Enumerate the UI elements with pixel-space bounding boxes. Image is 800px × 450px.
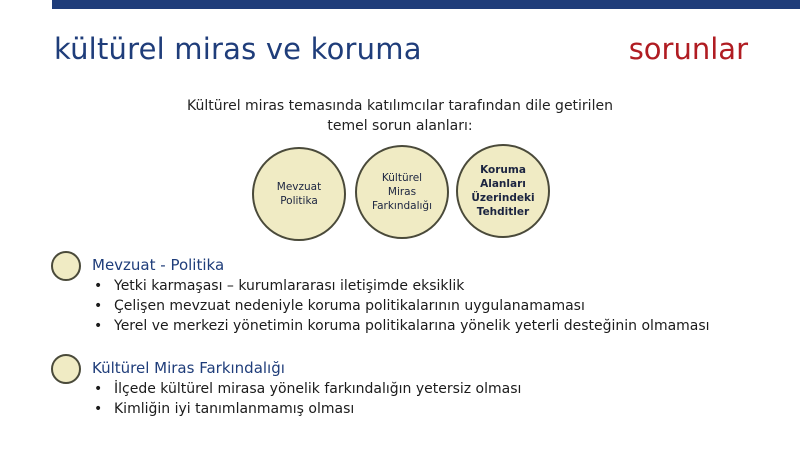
circle-label: Kültürel Miras Farkındalığı (372, 172, 432, 212)
circle-kulturel-miras-farkindaligi (355, 145, 449, 239)
section-marker-circle (51, 354, 81, 384)
slide-title: kültürel miras ve koruma (54, 32, 422, 66)
section-heading-farkindalik: Kültürel Miras Farkındalığı (92, 359, 285, 377)
list-item: • Kimliğin iyi tanımlanmamış olması (92, 399, 778, 419)
list-item: • Çelişen mevzuat nedeniyle koruma politikalarının uygulanamaması (92, 296, 778, 316)
intro-line-1: Kültürel miras temasında katılımcılar tarafından dile getirilen (187, 98, 613, 114)
section-tag: sorunlar (628, 32, 748, 66)
list-item: • Yerel ve merkezi yönetimin koruma politikalarına yönelik yeterli desteğinin olmaması (92, 316, 778, 336)
circle-mevzuat-politika (252, 147, 346, 241)
section-list-farkindalik (92, 379, 778, 419)
circle-label: Mevzuat Politika (276, 181, 322, 207)
circle-label: Koruma Alanları Üzerindeki Tehditler (471, 164, 535, 218)
intro-text (140, 96, 660, 136)
section-heading-mevzuat: Mevzuat - Politika (92, 256, 225, 274)
list-item: • Yetki karmaşası – kurumlararası iletişimde eksiklik (92, 276, 778, 296)
section-marker-circle (51, 251, 81, 281)
intro-line-2: temel sorun alanları: (327, 118, 473, 134)
section-list-mevzuat (92, 276, 778, 336)
list-item: • İlçede kültürel mirasa yönelik farkındalığın yetersiz olması (92, 379, 778, 399)
top-accent-bar (52, 0, 800, 9)
circle-koruma-alanlari-tehditler (456, 144, 550, 238)
